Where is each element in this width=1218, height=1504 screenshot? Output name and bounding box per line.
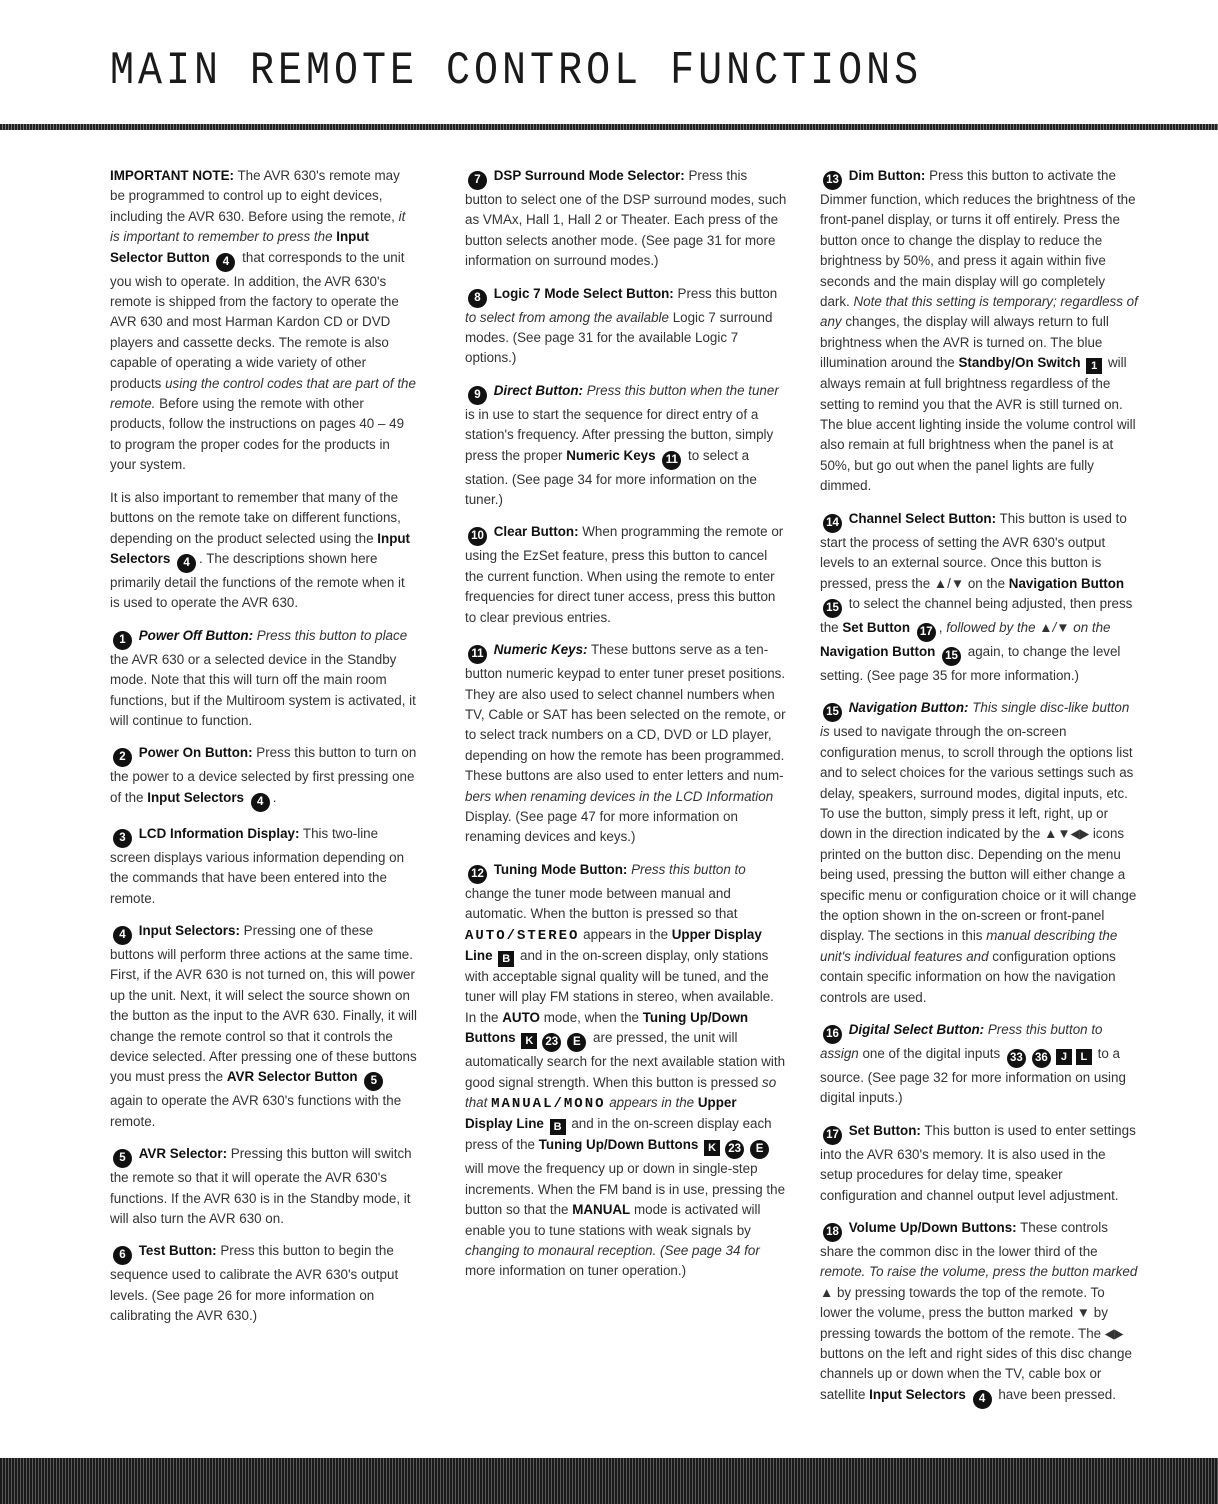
entry-label: AVR Selector:: [138, 1146, 228, 1162]
entry-italic: Note that this setting is temporary; regardless of any: [820, 294, 1138, 330]
entry-text: and in the on-screen display, only stations with acceptable signal quality will be tuned, and the tuner will play FM stations in stereo, when available. In the: [465, 947, 774, 1025]
entry-label: Power On Button:: [138, 745, 253, 761]
note-label: IMPORTANT NOTE:: [110, 168, 234, 183]
entry-text: to select the channel being adjusted, then press the: [820, 595, 1133, 635]
entry-power-on: [110, 743, 418, 811]
callout-badge: 8: [468, 289, 487, 308]
callout-badge: 4: [216, 253, 235, 272]
entry-bold: Standby/On Switch: [958, 355, 1081, 371]
entry-text: have been pressed.: [998, 1386, 1116, 1402]
entry-text: change the tuner mode between manual and automatic. When the button is pressed so that: [465, 885, 738, 922]
entry-italic: remote. To raise the volume, press the button marked: [820, 1264, 1138, 1280]
entry-bold: Input Selectors: [869, 1386, 966, 1402]
column-1: [110, 166, 418, 1339]
entry-text: This two-line screen displays various information depending on the commands that have been entered into the remote.: [110, 825, 405, 906]
entry-text: again to operate the AVR 630's functions with the remote.: [110, 1093, 402, 1129]
entry-italic: This single disc-like button is: [820, 700, 1130, 740]
entry-italic: Press this button to assign: [820, 1022, 1103, 1061]
callout-badge: 4: [251, 793, 270, 812]
entry-clear: [465, 522, 787, 628]
callout-badge: 23: [725, 1140, 744, 1159]
entry-navigation: [820, 698, 1138, 1008]
entry-text: These controls share the common disc in the lower third of the: [820, 1220, 1108, 1260]
callout-badge: 15: [942, 647, 961, 666]
entry-italic: bers when renaming devices in the LCD Information: [465, 788, 774, 804]
entry-italic: so that: [465, 1074, 777, 1110]
entry-label: Input Selectors:: [138, 922, 240, 938]
entry-text: ▲ by pressing towards the top of the remote. To lower the volume, press the button marked ▼ by pressing towards the bottom of the remote. The ◀▶ buttons on the left and right sides of this disc change channels up or down when the TV, cable box or satellite: [820, 1284, 1132, 1402]
entry-text: When programming the remote or using the EzSet feature, press this button to cancel the current function. When using the remote to enter frequencies for direct tuner access, press this button to clear previous entries.: [465, 524, 784, 625]
entry-dsp-surround: [465, 166, 787, 272]
callout-badge: 17: [823, 1126, 842, 1145]
para-text: . The descriptions shown here primarily detail the functions of the remote when it is used to operate the AVR 630.: [110, 550, 405, 611]
entry-text: to select a station. (See page 34 for more information on the tuner.): [465, 447, 757, 508]
entry-label: Tuning Mode Button:: [493, 861, 628, 877]
callout-badge: 11: [662, 451, 681, 470]
entry-bold: MANUAL: [572, 1202, 631, 1218]
callout-badge: 18: [823, 1223, 842, 1242]
entry-text: appears in the: [583, 926, 669, 942]
callout-badge: 17: [917, 623, 936, 642]
callout-square: K: [704, 1140, 720, 1156]
entry-channel-select: [820, 509, 1138, 687]
entry-text: to a source. (See page 32 for more information on using digital inputs.): [820, 1046, 1126, 1106]
entry-text: the AVR 630 or a selected device in the Standby mode. Note that this will turn off the main room functions, but if the Multiroom system is activated, it will continue to function.: [110, 651, 416, 728]
entry-text: one of the digital inputs: [862, 1046, 1001, 1061]
note-text: Before using the remote with other products, follow the instructions on pages 40 – 49 to program the proper codes for the products in your system.: [110, 396, 405, 473]
entry-bold: AUTO: [502, 1009, 540, 1025]
entry-bold: Tuning Up/Down Buttons: [538, 1137, 699, 1153]
entry-text: more information on tuner operation.): [465, 1263, 687, 1279]
entry-text: This button is used to enter settings into the AVR 630's memory. It is also used in the setup procedures for delay time, speaker configuration and channel output level adjustment.: [820, 1122, 1136, 1203]
callout-badge: 7: [468, 171, 487, 190]
entry-bold: AVR Selector Button: [226, 1069, 358, 1085]
entry-bold: Tuning Up/Down Buttons: [465, 1009, 749, 1046]
entry-bold: Navigation Button: [1008, 575, 1125, 591]
note-text: The AVR 630's remote may be programmed to control up to eight devices, including the AVR 630. Before using the remote,: [110, 168, 400, 224]
entry-text: configuration options contain specific information on how the navigation controls are used.: [820, 948, 1116, 1005]
entry-text: used to navigate through the on-screen configuration menus, to scroll through the options list and to select choices for the various settings such as delay, speakers, surround modes, digital inputs, etc. To use the button, simply press it left, right, up or down in the direction indicated by the ▲▼◀▶ icons printed on the button disc. Depending on the menu being used, pressing the button will either change a specific menu or configuration choice or it will change the option shown in the on-screen or front-panel display. The sections in this: [820, 724, 1137, 944]
entry-direct: [465, 381, 787, 511]
note-text: that corresponds to the unit you wish to operate. In addition, the AVR 630's remote is shipped from the factory to operate the AVR 630 and most Harman Kardon CD or DVD players and cassette decks. The remote is also capable of operating a wide variety of other products: [110, 249, 405, 391]
entry-label: Volume Up/Down Buttons:: [848, 1220, 1017, 1236]
entry-text: are pressed, the unit will automatically search for the next available station with good signal strength. When this button is pressed: [465, 1030, 786, 1090]
note-italic: it is important to remember to press the: [110, 208, 406, 245]
entry-italic: to select from among the available: [465, 309, 669, 325]
entry-text: changes, the display will always return to full brightness when the AVR is turned on. The blue illumination around the: [820, 314, 1109, 371]
entry-logic7: [465, 284, 787, 369]
entry-italic: followed by the ▲/▼ on the: [946, 619, 1111, 635]
entry-text: mode, when the: [543, 1009, 639, 1025]
entry-text: Pressing this button will switch the remote so that it will operate the AVR 630's functions. If the AVR 630 is in the Standby mode, it will also turn the AVR 630 on.: [110, 1146, 412, 1227]
callout-square: L: [1076, 1049, 1092, 1065]
entry-text: Pressing one of these buttons will perform three actions at the same time. First, if the AVR 630 is not turned on, this will power up the unit. Next, it will select the source shown on the button as the input to the AVR 630. Finally, it will change the remote control so that it controls the device selected. After pressing one of these buttons you must press the: [110, 922, 417, 1085]
entry-volume: [820, 1218, 1138, 1409]
entry-italic: appears in the: [609, 1095, 695, 1110]
entry-text: will always remain at full brightness regardless of the setting to remind you that the AVR is still turned on. The blue accent lighting inside the volume control will also remain at full brightness when the panel is at 50%, but go out when the panel lights are fully dimmed.: [820, 355, 1136, 494]
note-bold: Input Selector Button: [110, 229, 369, 265]
entry-text: and in the on-screen display each press of the: [465, 1116, 772, 1153]
callout-badge: 4: [973, 1390, 992, 1409]
entry-label: Channel Select Button:: [848, 510, 997, 526]
entry-text: Logic 7 surround modes. (See page 31 for the available Logic 7 options.): [465, 309, 773, 366]
callout-badge: 10: [468, 527, 487, 546]
entry-text: Press this button to activate the Dimmer function, which reduces the brightness of the front-panel display, or turns it off entirely. Press the button once to change the display to reduce the brightness by 50%, and press it again within five seconds and the main display will go completely dark.: [820, 168, 1136, 310]
entry-label: Navigation Button:: [848, 700, 969, 716]
callout-square: B: [498, 951, 514, 967]
callout-badge: E: [750, 1140, 769, 1159]
entry-text: again, to change the level setting. (See page 35 for more information.): [820, 643, 1121, 683]
entry-label: Set Button:: [848, 1122, 921, 1138]
callout-square: K: [521, 1033, 537, 1049]
title-rule: [0, 124, 1218, 130]
callout-badge: 5: [113, 1149, 132, 1168]
callout-badge: 36: [1032, 1049, 1051, 1068]
important-note: [110, 166, 418, 476]
entry-set-button: [820, 1121, 1138, 1206]
entry-text: mode is activated will enable you to tune stations with weak signals by: [465, 1202, 761, 1238]
entry-bold: Upper Display Line: [465, 926, 762, 963]
page-title: MAIN REMOTE CONTROL FUNCTIONS: [110, 46, 923, 98]
entry-text: .: [272, 789, 277, 805]
callout-badge: 33: [1007, 1049, 1026, 1068]
entry-tuning-mode: [465, 860, 787, 1282]
entry-text: Press this button: [677, 285, 778, 301]
callout-square: 1: [1086, 358, 1102, 374]
callout-badge: 6: [113, 1246, 132, 1265]
callout-badge: 14: [823, 514, 842, 533]
entry-italic: Press this button to place: [256, 627, 408, 643]
note-italic: using the control codes that are part of the remote.: [110, 375, 416, 412]
entry-bold: Upper Display Line: [465, 1095, 737, 1132]
entry-label: Test Button:: [138, 1243, 217, 1259]
entry-text: Display. (See page 47 for more information on renaming devices and keys.): [465, 808, 738, 845]
para-text: It is also important to remember that many of the buttons on the remote take on different functions, depending on the product selected using the: [110, 489, 401, 546]
callout-badge: 12: [468, 865, 487, 884]
entry-text: Press this button to select one of the DSP surround modes, such as VMAx, Hall 1, Hall 2 or Theater. Each press of the button selects another mode. (See page 31 for more information on surround modes.): [465, 168, 787, 269]
entry-bold: Numeric Keys: [566, 447, 656, 463]
entry-test-button: [110, 1241, 418, 1326]
entry-label: Digital Select Button:: [848, 1022, 985, 1037]
callout-square: B: [550, 1119, 566, 1135]
entry-bold: Navigation Button: [820, 643, 936, 659]
entry-input-selectors: [110, 921, 418, 1132]
callout-badge: 5: [364, 1072, 383, 1091]
entry-label: Direct Button:: [493, 382, 583, 398]
entry-digital-select: [820, 1020, 1138, 1109]
entry-text: Press this button to begin the sequence used to calibrate the AVR 630's output levels. (See page 26 for more information on calibrating the AVR 630.): [110, 1243, 399, 1324]
callout-badge: 23: [542, 1033, 561, 1052]
entry-label: Power Off Button:: [138, 627, 254, 643]
entry-text: Press this button to turn on the power to a device selected by first pressing one of the: [110, 745, 417, 805]
entry-bold: Input Selectors: [147, 789, 244, 805]
column-3: [820, 166, 1138, 1421]
display-text: MANUAL/MONO: [491, 1096, 606, 1112]
entry-label: Numeric Keys:: [493, 642, 588, 658]
callout-badge: 9: [468, 386, 487, 405]
entry-bold: Set Button: [842, 619, 911, 635]
entry-label: DSP Surround Mode Selector:: [493, 168, 685, 183]
callout-badge: 13: [823, 171, 842, 190]
bottom-band: [0, 1458, 1218, 1504]
callout-badge: 4: [177, 554, 196, 573]
callout-badge: 1: [113, 631, 132, 650]
entry-text: These buttons serve as a ten-button numeric keypad to enter tuner preset positions. They are also used to select channel numbers when TV, Cable or SAT has been selected on the remote, or to select track numbers on a CD, DVD or LD player, depending on how the remote has been programmed. These buttons are also used to enter letters and num-: [465, 642, 786, 784]
callout-badge: 3: [113, 829, 132, 848]
entry-label: Dim Button:: [848, 168, 926, 183]
entry-label: Logic 7 Mode Select Button:: [493, 285, 674, 301]
entry-italic: manual describing the unit's individual features and: [820, 928, 1118, 964]
entry-power-off: [110, 626, 418, 732]
also-paragraph: [110, 488, 418, 614]
entry-text: ,: [938, 619, 943, 635]
entry-italic: Press this button when the tuner: [586, 382, 779, 398]
entry-numeric-keys: [465, 640, 787, 848]
entry-label: Clear Button:: [493, 524, 579, 540]
para-bold: Input Selectors: [110, 530, 411, 566]
callout-badge: E: [567, 1033, 586, 1052]
callout-badge: 4: [113, 926, 132, 945]
callout-badge: 11: [468, 645, 487, 664]
entry-text: This button is used to start the process of setting the AVR 630's output levels to an external source. Once this button is pressed, press the ▲/▼ on the: [820, 510, 1127, 591]
callout-badge: 16: [823, 1025, 842, 1044]
column-2: [465, 166, 787, 1294]
entry-italic: Press this button to: [631, 861, 746, 877]
callout-badge: 2: [113, 748, 132, 767]
entry-text: is in use to start the sequence for direct entry of a station's frequency. After pressing the button, simply press the proper: [465, 406, 774, 463]
entry-dim: [820, 166, 1138, 497]
display-text: AUTO/STEREO: [465, 927, 580, 944]
entry-avr-selector: [110, 1144, 418, 1229]
callout-badge: 15: [823, 703, 842, 722]
callout-square: J: [1056, 1049, 1072, 1065]
callout-badge: 15: [823, 599, 842, 618]
entry-italic: changing to monaural reception. (See page 34 for: [465, 1243, 760, 1259]
entry-text: will move the frequency up or down in single-step increments. When the FM band is in use, pressing the button so that the: [465, 1161, 786, 1218]
entry-label: LCD Information Display:: [138, 825, 300, 841]
entry-lcd-display: [110, 824, 418, 909]
